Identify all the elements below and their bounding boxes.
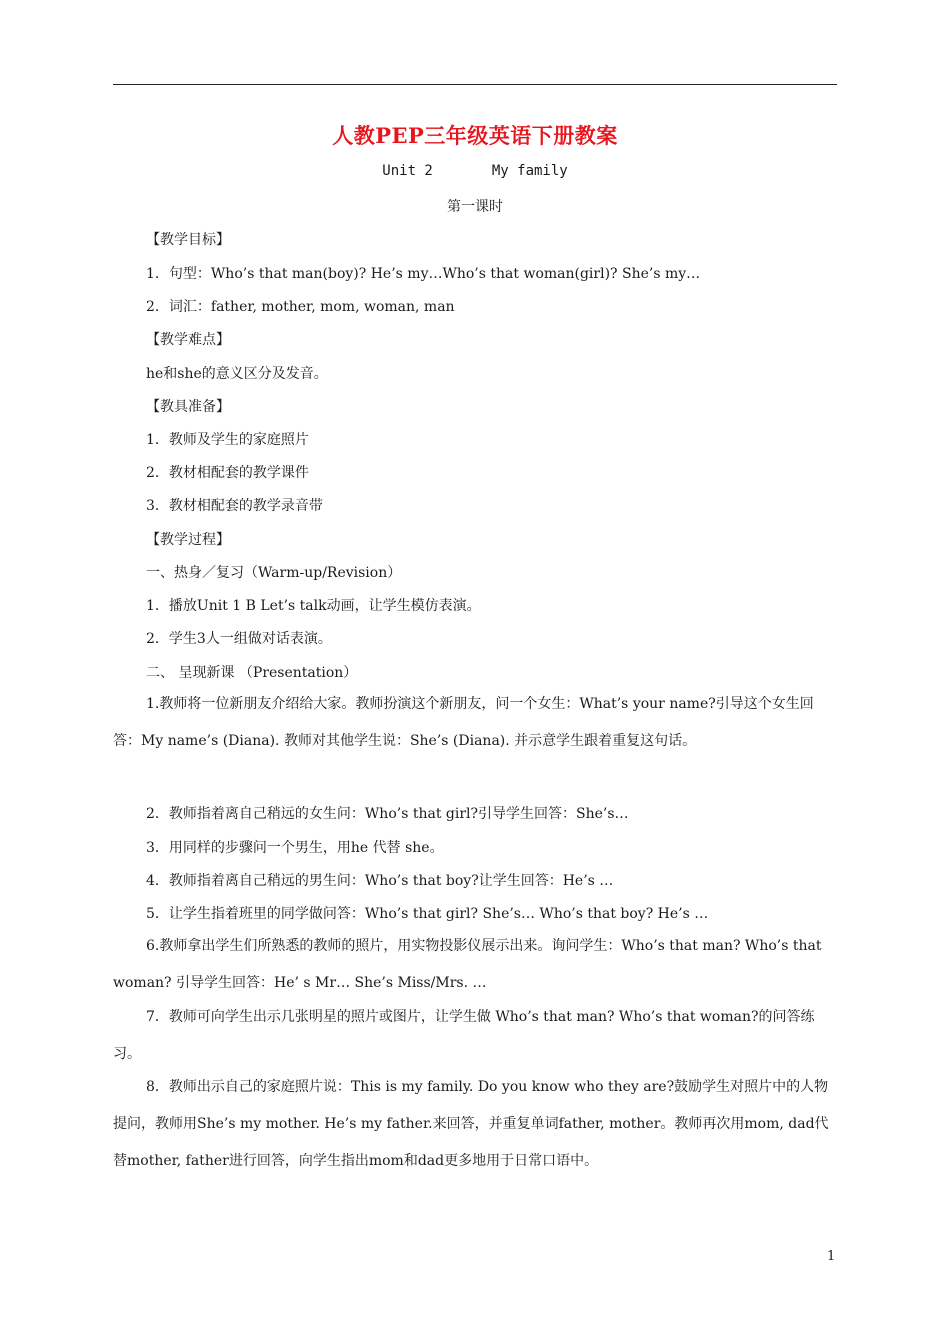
presentation-item-5: 5．让学生指着班里的同学做问答：Who’s that girl? She’s… Who’s that boy? He’s … (146, 906, 709, 922)
warmup-item-2: 2．学生3人一组做对话表演。 (146, 631, 332, 647)
prep-item-2: 2．教材相配套的教学课件 (146, 465, 309, 481)
presentation-item-7: 7．教师可向学生出示几张明星的照片或图片，让学生做 Who’s that man? Who’s that woman?的问答练习。 (113, 1009, 815, 1062)
warmup-heading: 一、热身／复习（Warm-up/Revision） (146, 565, 402, 581)
presentation-item-8: 8．教师出示自己的家庭照片说：This is my family. Do you know who they are?鼓励学生对照片中的人物提问，教师用She’s my mother. He’s my father.来回答，并重复单词father, mother。教师再次用mom, dad代替mother, father进行回答，向学生指出mom和dad更多地用于日常口语中。 (113, 1079, 829, 1169)
presentation-item-2: 2．教师指着离自己稍远的女生问：Who’s that girl?引导学生回答：She’s… (146, 806, 629, 822)
goal-heading: 【教学目标】 (146, 232, 230, 248)
presentation-item-6: 6.教师拿出学生们所熟悉的教师的照片，用实物投影仪展示出来。询问学生：Who’s that man? Who’s that woman? 引导学生回答：He’ s Mr… She’s Miss/Mrs. … (113, 938, 822, 991)
presentation-item-1: 1.教师将一位新朋友介绍给大家。教师扮演这个新朋友，问一个女生：What’s your name?引导这个女生回答：My name’s (Diana). 教师对其他学生说：She’s (Diana). 并示意学生跟着重复这句话。 (113, 696, 814, 749)
presentation-heading: 二、 呈现新课 （Presentation） (146, 665, 358, 681)
prep-item-1: 1．教师及学生的家庭照片 (146, 432, 309, 448)
goal-item-2: 2．词汇：father, mother, mom, woman, man (146, 299, 455, 315)
lesson-label: 第一课时 (447, 199, 503, 215)
presentation-item-3: 3．用同样的步骤问一个男生，用he 代替 she。 (146, 840, 444, 856)
header-rule (113, 84, 837, 85)
presentation-item-4: 4．教师指着离自己稍远的男生问：Who’s that boy?让学生回答：He’s … (146, 873, 614, 889)
goal-item-1: 1．句型：Who’s that man(boy)? He’s my…Who’s that woman(girl)? She’s my… (146, 266, 701, 282)
page-number: 1 (827, 1249, 836, 1264)
prep-heading: 【教具准备】 (146, 399, 230, 415)
warmup-item-1: 1．播放Unit 1 B Let’s talk动画，让学生模仿表演。 (146, 598, 481, 614)
prep-item-3: 3．教材相配套的教学录音带 (146, 498, 323, 514)
document-title: 人教PEP三年级英语下册教案 (332, 123, 618, 148)
difficulty-text: he和she的意义区分及发音。 (146, 366, 328, 382)
difficulty-heading: 【教学难点】 (146, 332, 230, 348)
unit-subtitle: Unit 2 My family (382, 163, 568, 179)
process-heading: 【教学过程】 (146, 532, 230, 548)
